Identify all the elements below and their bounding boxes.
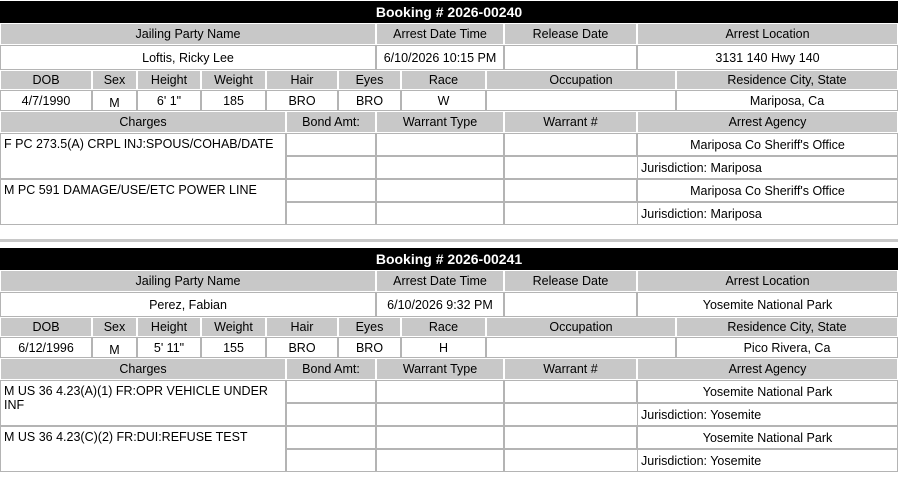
warrant-type bbox=[376, 133, 504, 156]
bond-amount bbox=[286, 426, 376, 449]
weight-value: 155 bbox=[201, 337, 266, 358]
header-hair: Hair bbox=[266, 317, 338, 337]
header-hair: Hair bbox=[266, 70, 338, 90]
warrant-type-sub bbox=[376, 449, 504, 472]
header-jailing-party-name: Jailing Party Name bbox=[0, 23, 376, 45]
occupation-value bbox=[486, 90, 676, 111]
booking-title: Booking # 2026-00241 bbox=[0, 248, 898, 270]
warrant-type bbox=[376, 179, 504, 202]
header-arrest-agency: Arrest Agency bbox=[637, 111, 898, 133]
warrant-number bbox=[504, 179, 637, 202]
jailing-party-name: Loftis, Ricky Lee bbox=[0, 45, 376, 70]
header-charges: Charges bbox=[0, 111, 286, 133]
booking-title: Booking # 2026-00240 bbox=[0, 1, 898, 23]
header-release-date: Release Date bbox=[504, 270, 637, 292]
arrest-location: 3131 140 Hwy 140 bbox=[637, 45, 898, 70]
header-warrant-number: Warrant # bbox=[504, 111, 637, 133]
dob-value: 4/7/1990 bbox=[0, 90, 92, 111]
jurisdiction: Jurisdiction: Yosemite bbox=[637, 449, 898, 472]
header-dob: DOB bbox=[0, 70, 92, 90]
height-value: 5' 11" bbox=[137, 337, 201, 358]
arrest-agency: Mariposa Co Sheriff's Office bbox=[637, 133, 898, 156]
dob-value: 6/12/1996 bbox=[0, 337, 92, 358]
jurisdiction-spacer bbox=[504, 403, 637, 426]
warrant-number bbox=[504, 426, 637, 449]
header-arrest-date-time: Arrest Date Time bbox=[376, 270, 504, 292]
release-date bbox=[504, 45, 637, 70]
release-date bbox=[504, 292, 637, 317]
header-warrant-number: Warrant # bbox=[504, 358, 637, 380]
race-value: W bbox=[401, 90, 486, 111]
arrest-agency: Yosemite National Park bbox=[637, 426, 898, 449]
header-sex: Sex bbox=[92, 70, 137, 90]
eyes-value: BRO bbox=[338, 90, 401, 111]
booking-separator bbox=[0, 239, 898, 242]
warrant-type-sub bbox=[376, 156, 504, 179]
header-arrest-date-time: Arrest Date Time bbox=[376, 23, 504, 45]
sex-value: M bbox=[92, 90, 137, 111]
header-occupation: Occupation bbox=[486, 317, 676, 337]
header-warrant-type: Warrant Type bbox=[376, 111, 504, 133]
header-residence: Residence City, State bbox=[676, 317, 898, 337]
header-occupation: Occupation bbox=[486, 70, 676, 90]
height-value: 6' 1" bbox=[137, 90, 201, 111]
race-value: H bbox=[401, 337, 486, 358]
header-dob: DOB bbox=[0, 317, 92, 337]
arrest-date-time: 6/10/2026 10:15 PM bbox=[376, 45, 504, 70]
sex-value: M bbox=[92, 337, 137, 358]
bond-amount-sub bbox=[286, 202, 376, 225]
jurisdiction: Jurisdiction: Mariposa bbox=[637, 202, 898, 225]
bond-amount bbox=[286, 133, 376, 156]
weight-value: 185 bbox=[201, 90, 266, 111]
bond-amount-sub bbox=[286, 156, 376, 179]
charge-description: M US 36 4.23(A)(1) FR:OPR VEHICLE UNDER INF bbox=[0, 380, 286, 426]
jurisdiction-spacer bbox=[504, 156, 637, 179]
bond-amount-sub bbox=[286, 449, 376, 472]
header-weight: Weight bbox=[201, 70, 266, 90]
header-sex: Sex bbox=[92, 317, 137, 337]
header-release-date: Release Date bbox=[504, 23, 637, 45]
hair-value: BRO bbox=[266, 90, 338, 111]
header-arrest-location: Arrest Location bbox=[637, 23, 898, 45]
jailing-party-name: Perez, Fabian bbox=[0, 292, 376, 317]
header-jailing-party-name: Jailing Party Name bbox=[0, 270, 376, 292]
header-residence: Residence City, State bbox=[676, 70, 898, 90]
header-race: Race bbox=[401, 317, 486, 337]
jurisdiction-spacer bbox=[504, 202, 637, 225]
hair-value: BRO bbox=[266, 337, 338, 358]
arrest-location: Yosemite National Park bbox=[637, 292, 898, 317]
warrant-type-sub bbox=[376, 202, 504, 225]
jurisdiction: Jurisdiction: Mariposa bbox=[637, 156, 898, 179]
warrant-type bbox=[376, 380, 504, 403]
jurisdiction-spacer bbox=[504, 449, 637, 472]
arrest-agency: Yosemite National Park bbox=[637, 380, 898, 403]
header-height: Height bbox=[137, 70, 201, 90]
header-warrant-type: Warrant Type bbox=[376, 358, 504, 380]
header-arrest-agency: Arrest Agency bbox=[637, 358, 898, 380]
charge-description: F PC 273.5(A) CRPL INJ:SPOUS/COHAB/DATE bbox=[0, 133, 286, 179]
charge-description: M US 36 4.23(C)(2) FR:DUI:REFUSE TEST bbox=[0, 426, 286, 472]
header-eyes: Eyes bbox=[338, 317, 401, 337]
warrant-number bbox=[504, 380, 637, 403]
warrant-type bbox=[376, 426, 504, 449]
header-height: Height bbox=[137, 317, 201, 337]
header-eyes: Eyes bbox=[338, 70, 401, 90]
header-weight: Weight bbox=[201, 317, 266, 337]
header-race: Race bbox=[401, 70, 486, 90]
bond-amount bbox=[286, 380, 376, 403]
arrest-agency: Mariposa Co Sheriff's Office bbox=[637, 179, 898, 202]
occupation-value bbox=[486, 337, 676, 358]
eyes-value: BRO bbox=[338, 337, 401, 358]
header-bond-amt: Bond Amt: bbox=[286, 111, 376, 133]
warrant-number bbox=[504, 133, 637, 156]
charge-description: M PC 591 DAMAGE/USE/ETC POWER LINE bbox=[0, 179, 286, 225]
jurisdiction: Jurisdiction: Yosemite bbox=[637, 403, 898, 426]
residence-value: Pico Rivera, Ca bbox=[676, 337, 898, 358]
header-bond-amt: Bond Amt: bbox=[286, 358, 376, 380]
residence-value: Mariposa, Ca bbox=[676, 90, 898, 111]
header-charges: Charges bbox=[0, 358, 286, 380]
bond-amount-sub bbox=[286, 403, 376, 426]
warrant-type-sub bbox=[376, 403, 504, 426]
header-arrest-location: Arrest Location bbox=[637, 270, 898, 292]
arrest-date-time: 6/10/2026 9:32 PM bbox=[376, 292, 504, 317]
bond-amount bbox=[286, 179, 376, 202]
